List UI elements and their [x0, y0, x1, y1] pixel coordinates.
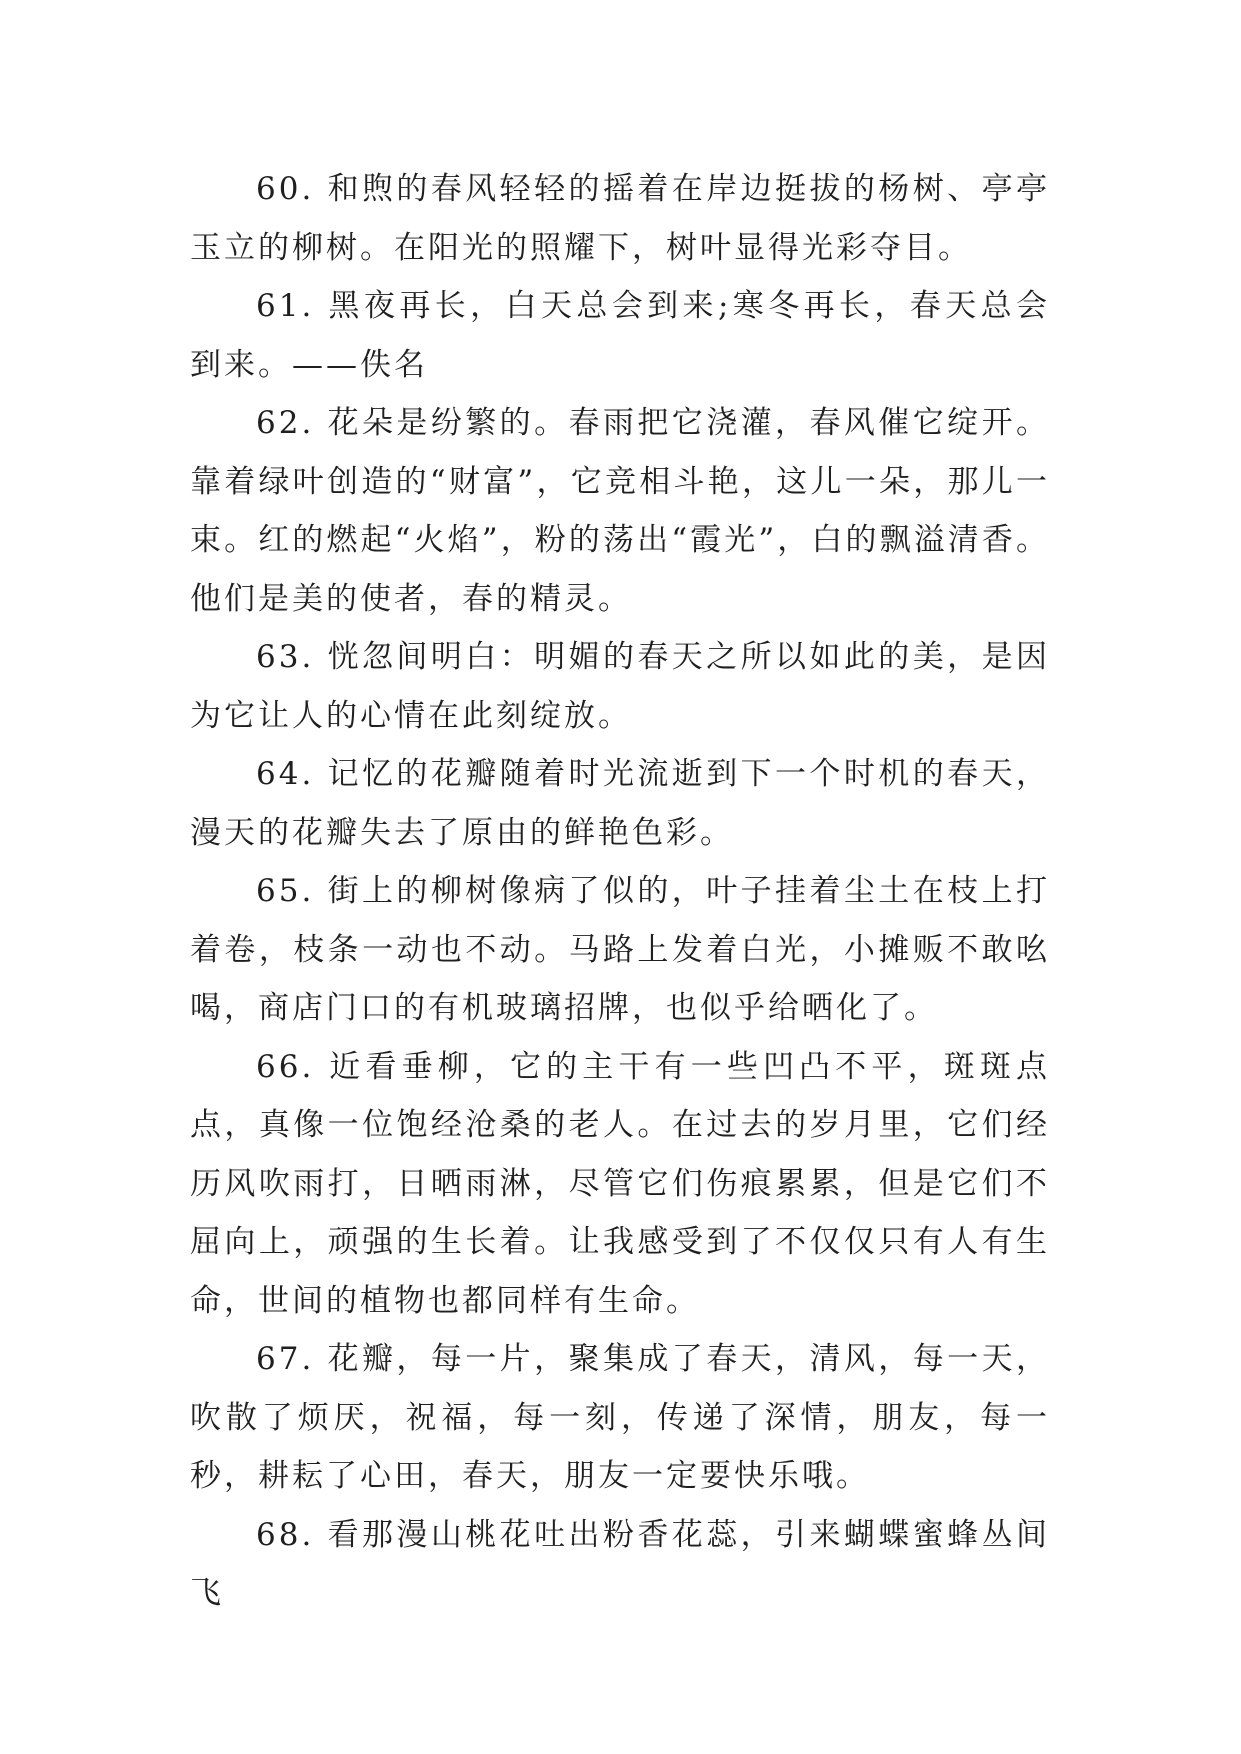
- paragraph-63: 63. 恍忽间明白：明媚的春天之所以如此的美，是因为它让人的心情在此刻绽放。: [190, 639, 1050, 734]
- paragraph-60: 60. 和煦的春风轻轻的摇着在岸边挺拔的杨树、亭亭玉立的柳树。在阳光的照耀下，树叶显得光彩夺目。: [190, 171, 1050, 266]
- paragraph-61: 61. 黑夜再长，白天总会到来;寒冬再长，春天总会到来。——佚名: [190, 288, 1050, 383]
- paragraph-64: 64. 记忆的花瓣随着时光流逝到下一个时机的春天，漫天的花瓣失去了原由的鲜艳色彩。: [190, 756, 1050, 851]
- paragraph-62: 62. 花朵是纷繁的。春雨把它浇灌，春风催它绽开。靠着绿叶创造的“财富”，它竞相斗艳，这儿一朵，那儿一束。红的燃起“火焰”，粉的荡出“霞光”，白的飘溢清香。他们是美的使者，春的精灵。: [190, 405, 1050, 617]
- paragraph-68: 68. 看那漫山桃花吐出粉香花蕊，引来蝴蝶蜜蜂丛间飞: [190, 1516, 1050, 1611]
- paragraph-65: 65. 街上的柳树像病了似的，叶子挂着尘土在枝上打着卷，枝条一动也不动。马路上发着白光，小摊贩不敢吆喝，商店门口的有机玻璃招牌，也似乎给晒化了。: [190, 873, 1050, 1026]
- paragraph-66: 66. 近看垂柳，它的主干有一些凹凸不平，斑斑点点，真像一位饱经沧桑的老人。在过去的岁月里，它们经历风吹雨打，日晒雨淋，尽管它们伤痕累累，但是它们不屈向上，顽强的生长着。让我感受到了不仅仅只有人有生命，世间的植物也都同样有生命。: [190, 1048, 1050, 1319]
- paragraph-67: 67. 花瓣，每一片，聚集成了春天，清风，每一天，吹散了烦厌，祝福，每一刻，传递了深情，朋友，每一秒，耕耘了心田，春天，朋友一定要快乐哦。: [190, 1341, 1050, 1494]
- document-body: [190, 160, 1050, 1623]
